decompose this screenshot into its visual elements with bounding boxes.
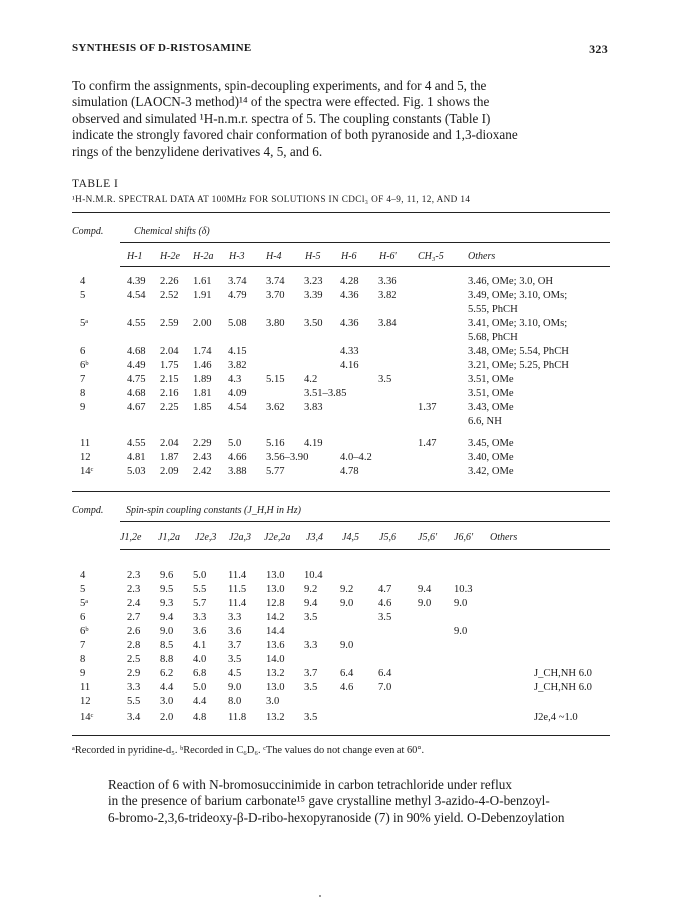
table-cell: 3.82 (378, 290, 397, 301)
table-cell: 3.51, OMe (468, 388, 514, 399)
table-cell: 3.7 (304, 668, 318, 679)
compound-id: 6ᵇ (80, 626, 89, 637)
table-cell: 1.87 (160, 452, 179, 463)
table-cell: 3.21, OMe; 5.25, PhCH (468, 360, 569, 371)
compound-id: 6 (80, 612, 86, 623)
page-number: 323 (589, 42, 608, 56)
table-cell: 3.70 (266, 290, 285, 301)
compound-id: 4 (80, 276, 86, 287)
text-line: rings of the benzylidene derivatives 4, 5, and 6. (72, 143, 323, 159)
table-cell: 3.3 (193, 612, 207, 623)
table-cell: 3.3 (127, 682, 141, 693)
table-cell: 3.88 (228, 466, 247, 477)
table-cell: 2.9 (127, 668, 141, 679)
running-title: SYNTHESIS OF D-RISTOSAMINE (72, 42, 252, 54)
table-cell: 4.49 (127, 360, 146, 371)
couplings-column-header: J5,6' (418, 532, 438, 543)
table-cell: 3.56–3.90 (266, 452, 309, 463)
table-cell: 9.4 (160, 612, 174, 623)
table-cell: 4.6 (340, 682, 354, 693)
table-cell: 8.8 (160, 654, 174, 665)
shifts-column-header: H-1 (127, 251, 143, 262)
compound-id: 7 (80, 374, 86, 385)
shifts-column-header: H-4 (266, 251, 282, 262)
table-cell: 3.5 (304, 612, 318, 623)
table-cell: 3.6 (228, 626, 242, 637)
table-cell: 3.3 (228, 612, 242, 623)
table-cell: 9.0 (340, 598, 354, 609)
couplings-column-header: J4,5 (342, 532, 359, 543)
compound-id: 14ᶜ (80, 712, 94, 723)
table-label: TABLE I (72, 178, 119, 190)
table-cell: 2.0 (160, 712, 174, 723)
table-cell: 3.84 (378, 318, 397, 329)
table-cell: 3.39 (304, 290, 323, 301)
table-cell: 1.75 (160, 360, 179, 371)
table-cell: 4.0–4.2 (340, 452, 372, 463)
table-cell: 1.37 (418, 402, 437, 413)
couplings-column-header: J1,2a (158, 532, 180, 543)
table-cell: 4.16 (340, 360, 359, 371)
table-cell: 3.0 (266, 696, 280, 707)
table-cell: 4.54 (127, 290, 146, 301)
table-cell: 4.5 (228, 668, 242, 679)
table-cell: 3.6 (193, 626, 207, 637)
table-cell: 2.59 (160, 318, 179, 329)
table-cell: 3.41, OMe; 3.10, OMs; (468, 318, 568, 329)
table-cell: 5.03 (127, 466, 146, 477)
table-cell: 3.43, OMe (468, 402, 514, 413)
table-cell: 3.82 (228, 360, 247, 371)
compound-id: 6ᵇ (80, 360, 89, 371)
table-cell: J_CH,NH 6.0 (534, 682, 592, 693)
table-cell: 4.15 (228, 346, 247, 357)
couplings-group-label: Spin-spin coupling constants (J_H,H in Hz) (126, 505, 301, 516)
shifts-column-header: H-6' (379, 251, 397, 262)
table-cell: 3.7 (228, 640, 242, 651)
table-cell: 3.36 (378, 276, 397, 287)
table-cell: 4.39 (127, 276, 146, 287)
table-cell: 4.54 (228, 402, 247, 413)
compound-id: 11 (80, 682, 91, 693)
couplings-column-header: J1,2e (120, 532, 142, 543)
compound-id: 5ᵃ (80, 598, 89, 609)
shifts-group-label: Chemical shifts (δ) (134, 226, 210, 237)
shifts-column-header: H-2e (160, 251, 180, 262)
compound-id: 4 (80, 570, 86, 581)
table-cell: 2.42 (193, 466, 212, 477)
compound-id: 8 (80, 388, 86, 399)
table-cell: 2.25 (160, 402, 179, 413)
table-cell: 3.45, OMe (468, 438, 514, 449)
table-cell: 13.0 (266, 682, 285, 693)
table-cell: 9.3 (160, 598, 174, 609)
table-cell: 3.74 (228, 276, 247, 287)
couplings-column-header: J5,6 (379, 532, 396, 543)
shifts-column-header: Others (468, 251, 496, 262)
table-cell: 9.0 (228, 682, 242, 693)
table-cell: 5.0 (228, 438, 242, 449)
couplings-compd-label: Compd. (72, 505, 104, 516)
couplings-column-header: Others (490, 532, 518, 543)
table-cell: 6.2 (160, 668, 174, 679)
table-cell: 3.3 (304, 640, 318, 651)
table-footnote: ᵃRecorded in pyridine-d₅. ᵇRecorded in C₆D₆. ᶜThe values do not change even at 60°. (72, 745, 425, 756)
table-cell: 1.61 (193, 276, 212, 287)
table-cell: 9.0 (340, 640, 354, 651)
table-cell: 5.0 (193, 570, 207, 581)
intro-paragraph (72, 78, 610, 160)
table-cell: 4.68 (127, 346, 146, 357)
table-cell: 5.16 (266, 438, 285, 449)
table-cell: 1.89 (193, 374, 212, 385)
shifts-column-header: H-6 (341, 251, 357, 262)
table-cell: 2.43 (193, 452, 212, 463)
table-cell: 1.74 (193, 346, 212, 357)
text-line: observed and simulated ¹H-n.m.r. spectra of 5. The coupling constants (Table I) (72, 110, 491, 126)
table-cell: 5.55, PhCH (468, 304, 518, 315)
couplings-column-header: J2e,2a (264, 532, 291, 543)
table-cell: 4.79 (228, 290, 247, 301)
compound-id: 7 (80, 640, 86, 651)
table-cell: 4.3 (228, 374, 242, 385)
table-cell: 2.6 (127, 626, 141, 637)
table-cell: 8.5 (160, 640, 174, 651)
compound-id: 12 (80, 696, 91, 707)
compound-id: 11 (80, 438, 91, 449)
table-cell: 3.83 (304, 402, 323, 413)
table-cell: 4.4 (193, 696, 207, 707)
table-cell: 3.62 (266, 402, 285, 413)
table-cell: 4.7 (378, 584, 392, 595)
table-cell: 4.68 (127, 388, 146, 399)
table-cell: 11.8 (228, 712, 247, 723)
table-cell: 4.67 (127, 402, 146, 413)
table-cell: 4.1 (193, 640, 207, 651)
table-cell: 4.75 (127, 374, 146, 385)
table-cell: 2.4 (127, 598, 141, 609)
table-cell: 10.4 (304, 570, 323, 581)
table-cell: 3.50 (304, 318, 323, 329)
shifts-header-rule (120, 266, 610, 267)
table-cell: 2.15 (160, 374, 179, 385)
table-cell: 2.3 (127, 584, 141, 595)
table-cell: 11.5 (228, 584, 247, 595)
table-bottom-rule (72, 735, 610, 736)
table-cell: 1.81 (193, 388, 212, 399)
table-cell: 2.8 (127, 640, 141, 651)
table-cell: 1.85 (193, 402, 212, 413)
table-cell: 4.09 (228, 388, 247, 399)
table-cell: 5.77 (266, 466, 285, 477)
table-cell: 3.48, OMe; 5.54, PhCH (468, 346, 569, 357)
table-cell: 8.0 (228, 696, 242, 707)
table-cell: 4.33 (340, 346, 359, 357)
shifts-column-header: H-2a (193, 251, 214, 262)
couplings-column-header: J2a,3 (229, 532, 251, 543)
table-cell: 3.23 (304, 276, 323, 287)
table-cell: 9.0 (454, 598, 468, 609)
table-cell: 13.2 (266, 668, 285, 679)
table-cell: 2.29 (193, 438, 212, 449)
table-cell: 9.5 (160, 584, 174, 595)
table-cell: 3.40, OMe (468, 452, 514, 463)
table-cell: 7.0 (378, 682, 392, 693)
shifts-column-header: CH₃-5 (418, 251, 444, 262)
table-cell: 9.0 (454, 626, 468, 637)
table-cell: 4.78 (340, 466, 359, 477)
table-cell: 9.4 (418, 584, 432, 595)
table-cell: 14.0 (266, 654, 285, 665)
table-cell: 9.6 (160, 570, 174, 581)
table-cell: 2.3 (127, 570, 141, 581)
table-cell: 3.5 (378, 374, 392, 385)
table-cell: 3.51, OMe (468, 374, 514, 385)
table-cell: 4.19 (304, 438, 323, 449)
shifts-compd-label: Compd. (72, 226, 104, 237)
table-cell: 9.4 (304, 598, 318, 609)
compound-id: 5 (80, 290, 86, 301)
table-cell: 2.04 (160, 438, 179, 449)
section-divider-rule (72, 491, 610, 492)
table-cell: 11.4 (228, 570, 247, 581)
couplings-column-header: J6,6' (454, 532, 474, 543)
table-cell: 4.66 (228, 452, 247, 463)
table-cell: 6.4 (340, 668, 354, 679)
table-cell: 4.36 (340, 318, 359, 329)
table-cell: 9.0 (160, 626, 174, 637)
text-line: simulation (LAOCN-3 method)¹⁴ of the spectra were effected. Fig. 1 shows the (72, 94, 490, 110)
text-line: 6-bromo-2,3,6-trideoxy-β-D-ribo-hexopyranoside (7) in 90% yield. O-Debenzoylation (108, 809, 565, 825)
page-mark (319, 895, 321, 897)
table-cell: 13.2 (266, 712, 285, 723)
table-cell: 3.5 (378, 612, 392, 623)
table-cell: 2.7 (127, 612, 141, 623)
table-cell: 3.5 (304, 712, 318, 723)
table-cell: J_CH,NH 6.0 (534, 668, 592, 679)
compound-id: 9 (80, 402, 86, 413)
table-cell: 1.47 (418, 438, 437, 449)
table-cell: 5.7 (193, 598, 207, 609)
table-cell: 6.4 (378, 668, 392, 679)
table-cell: 2.04 (160, 346, 179, 357)
shifts-column-header: H-5 (305, 251, 321, 262)
table-cell: 3.0 (160, 696, 174, 707)
table-cell: 1.91 (193, 290, 212, 301)
table-cell: 11.4 (228, 598, 247, 609)
text-line: Reaction of 6 with N-bromosuccinimide in carbon tetrachloride under reflux (108, 777, 512, 792)
running-head (72, 42, 608, 58)
table-cell: 3.5 (228, 654, 242, 665)
table-cell: 4.0 (193, 654, 207, 665)
table-cell: 6.8 (193, 668, 207, 679)
shifts-column-header: H-3 (229, 251, 245, 262)
table-cell: 3.4 (127, 712, 141, 723)
shifts-group-rule (120, 242, 610, 243)
couplings-header-rule (120, 549, 610, 550)
table-cell: 2.26 (160, 276, 179, 287)
compound-id: 5ᵃ (80, 318, 89, 329)
table-cell: 3.42, OMe (468, 466, 514, 477)
table-cell: 5.08 (228, 318, 247, 329)
table-cell: 4.6 (378, 598, 392, 609)
table-cell: 3.80 (266, 318, 285, 329)
table-cell: 13.6 (266, 640, 285, 651)
table-cell: 4.2 (304, 374, 318, 385)
couplings-column-header: J3,4 (306, 532, 323, 543)
couplings-group-rule (120, 521, 610, 522)
table-cell: 10.3 (454, 584, 473, 595)
text-line: To confirm the assignments, spin-decoupling experiments, and for 4 and 5, the (72, 78, 487, 93)
table-top-rule (72, 212, 610, 213)
table-cell: 3.74 (266, 276, 285, 287)
table-caption: ¹H-N.M.R. SPECTRAL DATA AT 100MHz FOR SOLUTIONS IN CDCl₃ OF 4–9, 11, 12, AND 14 (72, 194, 471, 204)
compound-id: 9 (80, 668, 86, 679)
text-line: in the presence of barium carbonate¹⁵ gave crystalline methyl 3-azido-4-O-benzoyl- (108, 793, 550, 809)
table-cell: 9.2 (340, 584, 354, 595)
compound-id: 14ᶜ (80, 466, 94, 477)
table-cell: 4.36 (340, 290, 359, 301)
table-cell: 5.15 (266, 374, 285, 385)
couplings-column-header: J2e,3 (195, 532, 217, 543)
table-cell: 4.8 (193, 712, 207, 723)
table-cell: 5.5 (127, 696, 141, 707)
table-cell: 12.8 (266, 598, 285, 609)
table-cell: 13.0 (266, 570, 285, 581)
table-cell: 3.49, OMe; 3.10, OMs; (468, 290, 568, 301)
table-cell: 3.5 (304, 682, 318, 693)
table-cell: 4.4 (160, 682, 174, 693)
table-cell: 9.2 (304, 584, 318, 595)
table-cell: 3.51–3.85 (304, 388, 347, 399)
table-cell: 4.55 (127, 318, 146, 329)
compound-id: 12 (80, 452, 91, 463)
table-cell: 2.00 (193, 318, 212, 329)
table-cell: 2.09 (160, 466, 179, 477)
table-cell: 2.5 (127, 654, 141, 665)
table-cell: 2.52 (160, 290, 179, 301)
table-cell: 3.46, OMe; 3.0, OH (468, 276, 554, 287)
table-cell: 5.68, PhCH (468, 332, 518, 343)
compound-id: 8 (80, 654, 86, 665)
text-line: indicate the strongly favored chair conformation of both pyranoside and 1,3-dioxane (72, 127, 518, 143)
table-cell: 14.2 (266, 612, 285, 623)
table-cell: 6.6, NH (468, 416, 502, 427)
table-cell: J2e,4 ~1.0 (534, 712, 578, 723)
table-cell: 9.0 (418, 598, 432, 609)
table-cell: 4.55 (127, 438, 146, 449)
compound-id: 6 (80, 346, 86, 357)
table-cell: 4.28 (340, 276, 359, 287)
table-cell: 5.0 (193, 682, 207, 693)
compound-id: 5 (80, 584, 86, 595)
closing-paragraph (72, 777, 610, 826)
table-cell: 1.46 (193, 360, 212, 371)
table-cell: 5.5 (193, 584, 207, 595)
table-cell: 2.16 (160, 388, 179, 399)
table-cell: 13.0 (266, 584, 285, 595)
table-cell: 4.81 (127, 452, 146, 463)
table-cell: 14.4 (266, 626, 285, 637)
